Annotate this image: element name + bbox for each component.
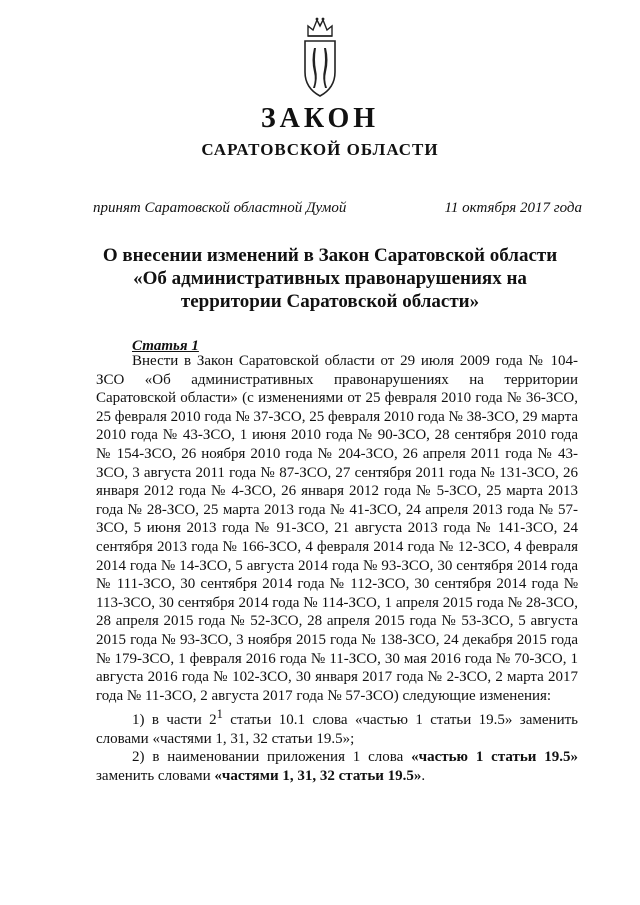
article-body [96,352,578,786]
law-heading-line: территории Саратовской области» [180,291,480,312]
article-item-1 [96,705,578,748]
item-text: заменить словами [96,768,215,785]
law-heading-line: О внесении изменений в Закон Саратовской области [102,245,558,266]
item-text: . [421,768,426,785]
document-title: ЗАКОН [260,103,380,134]
item-text: статьи 10.1 слова «частью 1 статьи 19.5» заменить словами «частями 1, 31, 32 статьи 19.5»; [96,712,578,747]
law-heading-line: «Об административных правонарушениях на [133,268,527,289]
region-title: САРАТОВСКОЙ ОБЛАСТИ [201,140,439,159]
item-bold-text: «частью 1 статьи 19.5» [411,749,578,766]
article-item-2 [96,748,578,785]
item-superscript: 1 [216,707,223,722]
item-text: 2) в наименовании приложения 1 слова [132,749,412,766]
item-bold-text: «частями 1, 31, 32 статьи 19.5» [214,768,422,785]
coat-of-arms-icon [300,14,340,100]
law-heading [80,244,580,313]
item-text: 1) в части 2 [132,712,217,729]
adopted-date: 11 октября 2017 года [444,200,582,216]
article-intro: Внести в Закон Саратовской области от 29 июля 2009 года № 104-ЗСО «Об административных правонарушениях на территории Саратовской области» (с изменениями от 25 февраля 2010 года № 36-ЗСО, 25 февраля 2010 года № 37-ЗСО, 25 февраля 2010 года № 38-ЗСО, 29 марта 2010 года № 43-ЗСО, 1 июня 2010 года № 90-ЗСО, 28 сентября 2010 года № 154-ЗСО, 26 ноября 2010 года № 204-ЗСО, 26 апреля 2011 года № 43-ЗСО, 3 августа 2011 года № 87-ЗСО, 27 сентября 2011 года № 131-ЗСО, 26 января 2012 года № 4-ЗСО, 26 января 2012 года № 5-ЗСО, 25 марта 2013 года № 28-ЗСО, 25 марта 2013 года № 41-ЗСО, 24 апреля 2013 года № 57-ЗСО, 5 июня 2013 года № 91-ЗСО, 21 августа 2013 года № 141-ЗСО, 24 сентября 2013 года № 166-ЗСО, 4 февраля 2014 года № 12-ЗСО, 4 февраля 2014 года № 14-ЗСО, 5 августа 2014 года № 93-ЗСО, 30 сентября 2014 года № 111-ЗСО, 30 сентября 2014 года № 112-ЗСО, 30 сентября 2014 года № 113-ЗСО, 30 сентября 2014 года № 114-ЗСО, 1 апреля 2015 года № 28-ЗСО, 28 апреля 2015 года № 52-ЗСО, 28 апреля 2015 года № 53-ЗСО, 5 августа 2015 года № 93-ЗСО, 3 ноября 2015 года № 138-ЗСО, 24 декабря 2015 года № 179-ЗСО, 1 февраля 2016 года № 11-ЗСО, 30 мая 2016 года № 70-ЗСО, 1 августа 2016 года № 102-ЗСО, 30 января 2017 года № 2-ЗСО, 2 марта 2017 года № 11-ЗСО, 2 августа 2017 года № 57-ЗСО) следующие изменения: [96,353,578,704]
adopted-by: принят Саратовской областной Думой [93,200,347,216]
article-title: Статья 1 [132,338,199,354]
